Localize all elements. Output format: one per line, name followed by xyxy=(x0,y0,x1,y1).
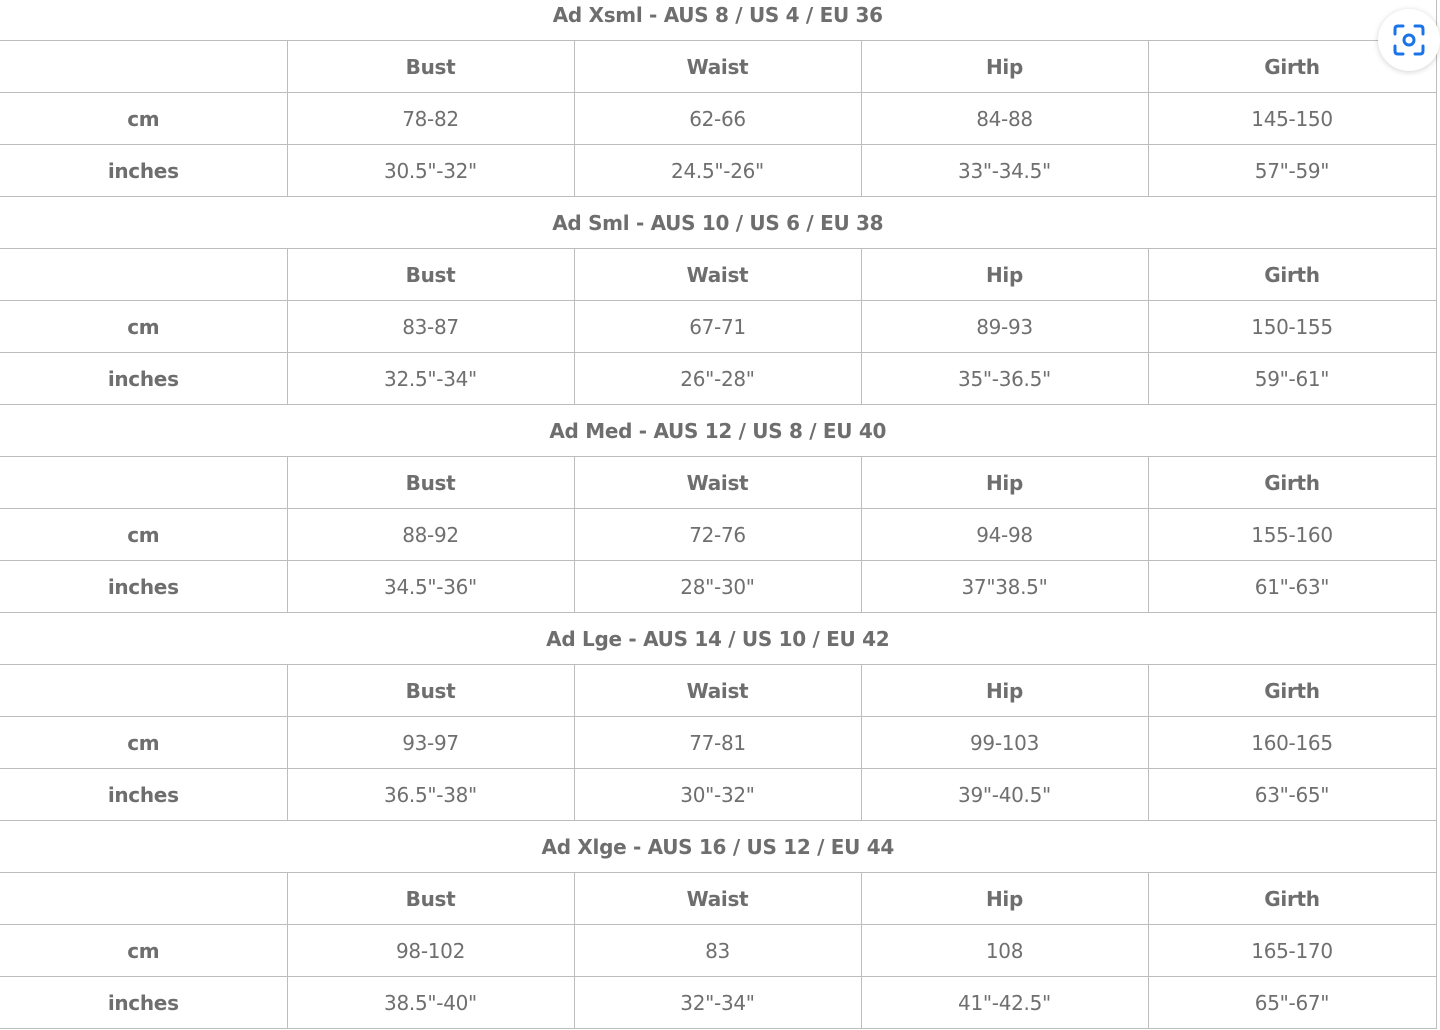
measurement-value: 37"38.5" xyxy=(861,561,1148,613)
measurement-value: 30.5"-32" xyxy=(287,145,574,197)
measurement-value: 94-98 xyxy=(861,509,1148,561)
column-header-girth: Girth xyxy=(1148,665,1436,717)
measurement-row-inches xyxy=(0,769,1436,821)
empty-corner-cell xyxy=(0,249,287,301)
unit-label: cm xyxy=(0,717,287,769)
measurement-value: 38.5"-40" xyxy=(287,977,574,1029)
size-title-row xyxy=(0,821,1436,873)
measurement-row-inches xyxy=(0,145,1436,197)
measurement-value: 57"-59" xyxy=(1148,145,1436,197)
measurement-value: 165-170 xyxy=(1148,925,1436,977)
measurement-row-cm xyxy=(0,925,1436,977)
size-title-row xyxy=(0,613,1436,665)
measurement-value: 72-76 xyxy=(574,509,861,561)
measurement-row-inches xyxy=(0,353,1436,405)
measurement-value: 150-155 xyxy=(1148,301,1436,353)
measurement-value: 34.5"-36" xyxy=(287,561,574,613)
measurement-value: 28"-30" xyxy=(574,561,861,613)
column-header-hip: Hip xyxy=(861,41,1148,93)
measurement-row-cm xyxy=(0,93,1436,145)
measurement-value: 99-103 xyxy=(861,717,1148,769)
size-title: Ad Xlge - AUS 16 / US 12 / EU 44 xyxy=(0,821,1436,873)
column-header-girth: Girth xyxy=(1148,457,1436,509)
measurement-value: 39"-40.5" xyxy=(861,769,1148,821)
column-header-waist: Waist xyxy=(574,249,861,301)
measurement-value: 145-150 xyxy=(1148,93,1436,145)
visual-search-icon xyxy=(1392,23,1426,57)
column-header-waist: Waist xyxy=(574,873,861,925)
column-header-row xyxy=(0,873,1436,925)
measurement-value: 59"-61" xyxy=(1148,353,1436,405)
measurement-value: 35"-36.5" xyxy=(861,353,1148,405)
measurement-value: 108 xyxy=(861,925,1148,977)
measurement-row-cm xyxy=(0,509,1436,561)
measurement-value: 93-97 xyxy=(287,717,574,769)
measurement-value: 32"-34" xyxy=(574,977,861,1029)
column-header-row xyxy=(0,665,1436,717)
measurement-value: 160-165 xyxy=(1148,717,1436,769)
column-header-row xyxy=(0,457,1436,509)
measurement-row-inches xyxy=(0,561,1436,613)
measurement-value: 83 xyxy=(574,925,861,977)
size-title: Ad Xsml - AUS 8 / US 4 / EU 36 xyxy=(0,0,1436,41)
measurement-value: 155-160 xyxy=(1148,509,1436,561)
visual-search-button[interactable] xyxy=(1378,9,1440,71)
measurement-value: 26"-28" xyxy=(574,353,861,405)
measurement-value: 41"-42.5" xyxy=(861,977,1148,1029)
empty-corner-cell xyxy=(0,457,287,509)
column-header-bust: Bust xyxy=(287,665,574,717)
column-header-waist: Waist xyxy=(574,665,861,717)
unit-label: inches xyxy=(0,977,287,1029)
measurement-value: 88-92 xyxy=(287,509,574,561)
measurement-value: 61"-63" xyxy=(1148,561,1436,613)
column-header-waist: Waist xyxy=(574,41,861,93)
measurement-value: 78-82 xyxy=(287,93,574,145)
empty-corner-cell xyxy=(0,665,287,717)
empty-corner-cell xyxy=(0,41,287,93)
column-header-bust: Bust xyxy=(287,249,574,301)
measurement-row-inches xyxy=(0,977,1436,1029)
column-header-row xyxy=(0,249,1436,301)
measurement-value: 98-102 xyxy=(287,925,574,977)
size-title: Ad Med - AUS 12 / US 8 / EU 40 xyxy=(0,405,1436,457)
measurement-value: 33"-34.5" xyxy=(861,145,1148,197)
unit-label: cm xyxy=(0,925,287,977)
measurement-value: 63"-65" xyxy=(1148,769,1436,821)
measurement-value: 36.5"-38" xyxy=(287,769,574,821)
measurement-value: 77-81 xyxy=(574,717,861,769)
column-header-girth: Girth xyxy=(1148,41,1436,93)
column-header-hip: Hip xyxy=(861,665,1148,717)
unit-label: inches xyxy=(0,561,287,613)
column-header-hip: Hip xyxy=(861,873,1148,925)
measurement-row-cm xyxy=(0,301,1436,353)
column-header-bust: Bust xyxy=(287,41,574,93)
unit-label: cm xyxy=(0,301,287,353)
column-header-bust: Bust xyxy=(287,873,574,925)
unit-label: inches xyxy=(0,769,287,821)
column-header-waist: Waist xyxy=(574,457,861,509)
measurement-value: 24.5"-26" xyxy=(574,145,861,197)
size-title-row xyxy=(0,197,1436,249)
measurement-value: 67-71 xyxy=(574,301,861,353)
size-title: Ad Lge - AUS 14 / US 10 / EU 42 xyxy=(0,613,1436,665)
column-header-bust: Bust xyxy=(287,457,574,509)
measurement-value: 89-93 xyxy=(861,301,1148,353)
unit-label: inches xyxy=(0,145,287,197)
unit-label: cm xyxy=(0,509,287,561)
measurement-value: 84-88 xyxy=(861,93,1148,145)
column-header-row xyxy=(0,41,1436,93)
measurement-value: 83-87 xyxy=(287,301,574,353)
empty-corner-cell xyxy=(0,873,287,925)
measurement-row-cm xyxy=(0,717,1436,769)
measurement-value: 65"-67" xyxy=(1148,977,1436,1029)
measurement-value: 62-66 xyxy=(574,93,861,145)
size-title: Ad Sml - AUS 10 / US 6 / EU 38 xyxy=(0,197,1436,249)
column-header-girth: Girth xyxy=(1148,873,1436,925)
column-header-hip: Hip xyxy=(861,249,1148,301)
size-title-row xyxy=(0,405,1436,457)
unit-label: inches xyxy=(0,353,287,405)
measurement-value: 30"-32" xyxy=(574,769,861,821)
measurement-value: 32.5"-34" xyxy=(287,353,574,405)
unit-label: cm xyxy=(0,93,287,145)
column-header-girth: Girth xyxy=(1148,249,1436,301)
size-title-row xyxy=(0,0,1436,41)
column-header-hip: Hip xyxy=(861,457,1148,509)
